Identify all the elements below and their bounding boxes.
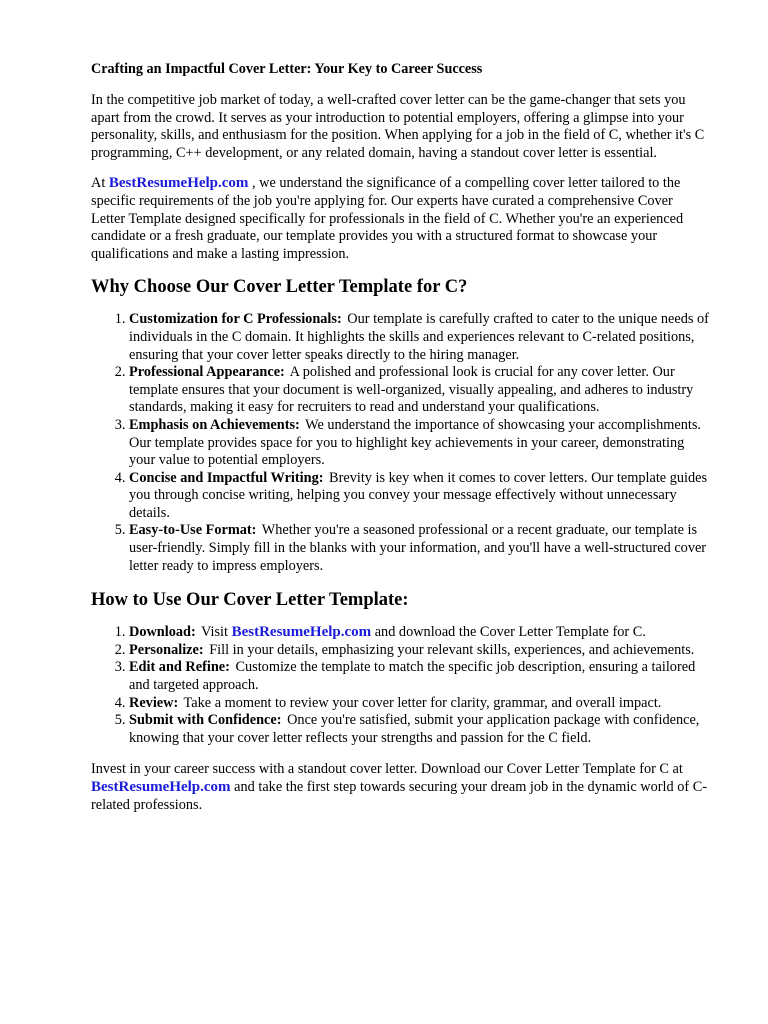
how-item-text: Fill in your details, emphasizing your relevant skills, experiences, and achievements. [205,641,695,658]
document-title: Crafting an Impactful Cover Letter: Your Key to Career Success [91,61,483,77]
how-item-text: Take a moment to review your cover letter for clarity, grammar, and overall impact. [180,694,662,711]
why-item-text: We understand the importance of showcasing your accomplishments. Our template provides space for you to highlight key achievements in your career, demonstrating your value to potential employers. [129,416,701,469]
why-item-text: A polished and professional look is crucial for any cover letter. Our template ensures that your document is well-organized, visually appealing, and adheres to industry standards, making it easy for recruiters to read and understand your qualifications. [129,364,694,416]
how-item-term: Personalize: [129,641,204,658]
why-item-text: Brevity is key when it comes to cover letters. Our template guides you through concise writing, helping you convey your message effectively without unnecessary details. [129,469,708,521]
how-item-term: Download: [129,624,196,641]
how-list-item [129,624,710,642]
how-list-item [129,695,710,713]
bestresumehelp-link[interactable]: BestResumeHelp.com [108,175,249,192]
why-list-item [129,311,710,364]
closing-paragraph-body: and take the first step towards securing your dream job in the dynamic world of C-related professions. [91,779,708,813]
why-item-text: Whether you're a seasoned professional or a recent graduate, our template is user-friendly. Simply fill in the blanks with your information, and you'll have a well-structured cover letter ready to impress employers. [129,522,707,574]
intro-paragraph: In the competitive job market of today, a well-crafted cover letter can be the game-changer that sets you apart from the crowd. It serves as your introduction to potential employers, offering a glimpse into your personality, skills, and enthusiasm for the position. When applying for a job in the field of C, whether it's C programming, C++ development, or any related domain, having a standout cover letter is essential. [91,92,705,161]
bestresumehelp-link[interactable]: BestResumeHelp.com [231,624,372,641]
how-item-text: Customize the template to match the specific job description, ensuring a tailored and targeted approach. [129,659,696,694]
why-item-term: Easy-to-Use Format: [129,522,257,539]
how-item-term: Edit and Refine: [129,659,230,676]
how-list-item [129,642,710,660]
how-list-item [129,659,710,694]
company-paragraph-body: , we understand the significance of a compelling cover letter tailored to the specific requirements of the job you're applying for. Our experts have curated a comprehensive Cover Letter Template designed specifically for professionals in the field of C. Whether you're an experienced candidate or a fresh graduate, our template provides you with a structured format to showcase your qualifications and make a lasting impression. [91,175,684,262]
why-list-item [129,364,710,417]
how-list-item [129,712,710,747]
company-paragraph [91,175,710,263]
how-item-text: Visit [197,624,232,641]
how-item-term: Submit with Confidence: [129,712,282,729]
company-paragraph-lead: At [91,175,109,192]
why-list-item [129,470,710,523]
bestresumehelp-link[interactable]: BestResumeHelp.com [91,779,231,795]
how-list [91,624,710,747]
why-item-term: Emphasis on Achievements: [129,416,300,433]
how-heading: How to Use Our Cover Letter Template: [91,590,409,611]
why-list [91,311,710,575]
closing-paragraph [91,761,710,814]
why-item-term: Customization for C Professionals: [129,311,342,328]
how-item-text: and download the Cover Letter Template for C. [371,624,646,641]
closing-paragraph-lead: Invest in your career success with a standout cover letter. Download our Cover Letter Template for C at [91,761,683,778]
how-item-term: Review: [129,694,179,711]
why-list-item [129,522,710,575]
why-item-text: Our template is carefully crafted to cater to the unique needs of individuals in the C domain. It highlights the skills and experiences relevant to C-related positions, ensuring that your cover letter speaks directly to the hiring manager. [129,311,709,363]
why-item-term: Professional Appearance: [129,364,285,381]
why-list-item [129,417,710,470]
why-heading: Why Choose Our Cover Letter Template for C? [91,277,468,298]
why-item-term: Concise and Impactful Writing: [129,469,324,486]
how-item-text: Once you're satisfied, submit your application package with confidence, knowing that your cover letter reflects your strengths and passion for the C field. [129,712,700,746]
